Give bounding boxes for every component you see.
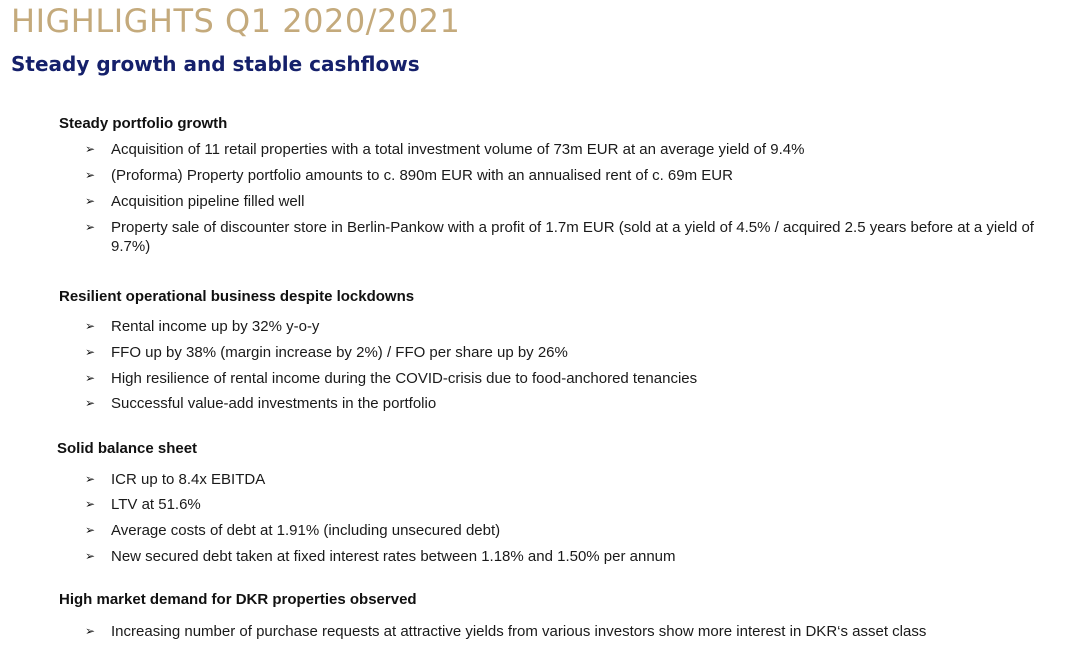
bullet-text: Property sale of discounter store in Berlin-Pankow with a profit of 1.7m EUR (sold at a yield of 4.5% / acquired 2.5 years before at a yield of 9.7%)	[111, 219, 1034, 255]
arrow-bullet-icon: ➢	[85, 319, 96, 333]
page-title: HIGHLIGHTS Q1 2020/2021	[11, 2, 461, 40]
bullet-text: FFO up by 38% (margin increase by 2%) / FFO per share up by 26%	[111, 344, 568, 361]
arrow-bullet-icon: ➢	[85, 345, 96, 359]
bullet-text: New secured debt taken at fixed interest rates between 1.18% and 1.50% per annum	[111, 548, 676, 565]
bullet-text: Rental income up by 32% y-o-y	[111, 318, 320, 335]
arrow-bullet-icon: ➢	[85, 168, 96, 182]
bullet-item	[85, 140, 1050, 159]
arrow-bullet-icon: ➢	[85, 371, 96, 385]
bullet-item	[85, 521, 1050, 540]
bullet-item	[85, 547, 1050, 566]
arrow-bullet-icon: ➢	[85, 396, 96, 410]
bullet-item	[85, 218, 1050, 256]
arrow-bullet-icon: ➢	[85, 497, 96, 511]
bullet-text: LTV at 51.6%	[111, 496, 201, 513]
bullet-item	[85, 394, 1050, 413]
arrow-bullet-icon: ➢	[85, 624, 96, 638]
bullet-text: Increasing number of purchase requests at attractive yields from various investors show more interest in DKR‘s asset class	[111, 623, 927, 640]
section-heading: Solid balance sheet	[57, 440, 198, 457]
bullet-text: Successful value-add investments in the portfolio	[111, 395, 437, 412]
section-heading: High market demand for DKR properties observed	[59, 591, 417, 608]
arrow-bullet-icon: ➢	[85, 549, 96, 563]
bullet-item	[85, 622, 1050, 641]
arrow-bullet-icon: ➢	[85, 523, 96, 537]
bullet-item	[85, 495, 1050, 514]
arrow-bullet-icon: ➢	[85, 472, 96, 486]
arrow-bullet-icon: ➢	[85, 142, 96, 156]
bullet-item	[85, 166, 1050, 185]
bullet-item	[85, 369, 1050, 388]
bullet-text: Acquisition pipeline filled well	[111, 193, 305, 210]
page-subtitle: Steady growth and stable cashflows	[11, 52, 420, 76]
bullet-item	[85, 317, 1050, 336]
bullet-text: Acquisition of 11 retail properties with a total investment volume of 73m EUR at an average yield of 9.4%	[111, 141, 805, 158]
arrow-bullet-icon: ➢	[85, 220, 96, 234]
bullet-text: ICR up to 8.4x EBITDA	[111, 471, 266, 488]
arrow-bullet-icon: ➢	[85, 194, 96, 208]
bullet-item	[85, 343, 1050, 362]
bullet-item	[85, 192, 1050, 211]
section-heading: Steady portfolio growth	[59, 115, 228, 132]
bullet-text: Average costs of debt at 1.91% (including unsecured debt)	[111, 522, 501, 539]
bullet-text: (Proforma) Property portfolio amounts to c. 890m EUR with an annualised rent of c. 69m EUR	[111, 167, 733, 184]
bullet-item	[85, 470, 1050, 489]
bullet-text: High resilience of rental income during the COVID-crisis due to food-anchored tenancies	[111, 370, 698, 387]
section-heading: Resilient operational business despite lockdowns	[59, 288, 415, 305]
